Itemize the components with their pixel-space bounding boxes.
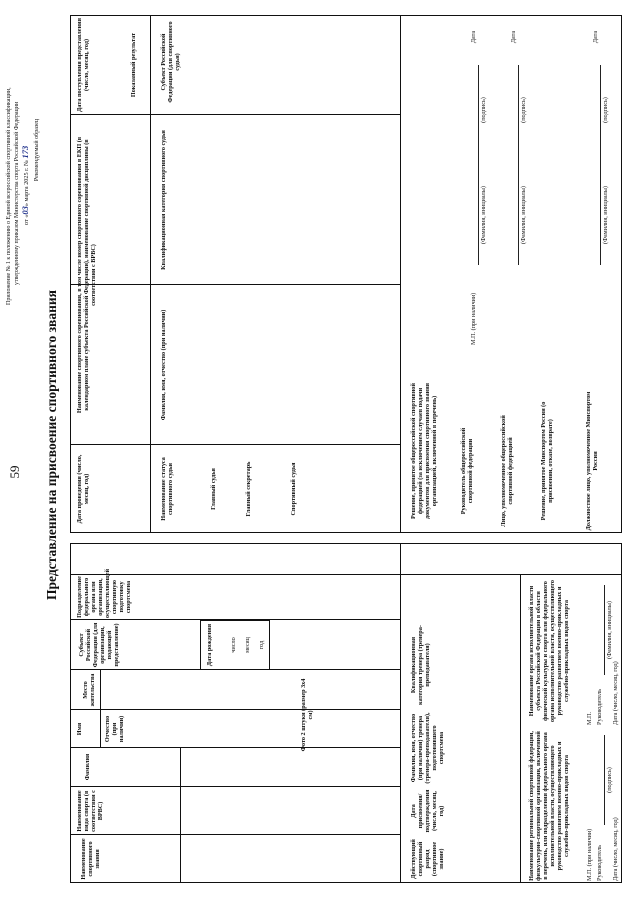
label-patronymic: Отчество (при наличии): [104, 715, 125, 743]
label-judge-fio: Фамилия, имя, отчество (при наличии): [160, 309, 167, 421]
label-year: год: [258, 640, 265, 650]
label-residence: Место жительства: [82, 673, 96, 707]
date-label-5: Дата: [592, 30, 599, 44]
header-date-prefix: от «: [23, 214, 30, 225]
header-line-4: Рекомендуемый образец: [34, 118, 40, 182]
date-full-1: Дата (число, месяц, год): [612, 817, 619, 881]
label-ministry-person: Должностное лицо, уполномоченное Минспортом России: [585, 391, 599, 531]
label-month: месяц: [244, 637, 251, 653]
label-birth: Дата рождения: [206, 623, 213, 667]
label-fed-head: Руководитель общероссийской спортивной федерации: [460, 427, 474, 515]
label-regional-fed: Наименование региональной спортивной федерации, физкультурно-спортивной организации, включенной в перечень, или подразделения федерального органа исполнительной власти, осуществляющего руководство развитием военно-прикладных и служебно-прикладных видов спорта: [528, 731, 570, 881]
label-allrussian-decision: Решение, принятое общероссийской спортивной федерацией (за исключением случаев подачи документов для присвоения спортивного звания организацией, включенной в перечень): [410, 382, 438, 520]
label-coach-category: Квалификационная категория тренера (тренера-преподавателя): [410, 625, 431, 705]
handwritten-day: 03: [20, 206, 30, 215]
signature-caption-4: (подпись): [520, 97, 527, 123]
label-current-rank: Действующий спортивный разряд (спортивное звание): [410, 839, 445, 879]
label-result: Показанный результат: [130, 32, 137, 98]
label-exec-organ: Наименование органа исполнительной власти субъекта Российской Федерации в области физической культуры и спорта или федерального органа исполнительной власти, осуществляющего руководство развитием военно-прикладных и служебно-прикладных видов спорта: [528, 580, 570, 722]
signature-caption-1: (подпись): [606, 767, 613, 793]
handwritten-order-number: 173: [20, 145, 30, 159]
label-rank-date: Дата присвоения/ подтверждения (число, месяц, год): [410, 789, 445, 833]
mp-label-2: М.П.: [586, 711, 593, 725]
label-subject: Субъект Российской Федерации (для организации, подающей представление): [78, 622, 120, 668]
label-coach-fio: Фамилия, имя, отчество (при наличии) тренера (тренера-преподавателя), подготовившего спортсмена: [410, 712, 445, 784]
judge-row-chief: Главный судья: [210, 468, 217, 510]
judge-row-secretary: Главный секретарь: [245, 461, 252, 517]
photo-placeholder: Фото 2 штуки (размер 3х4 см): [300, 678, 314, 752]
label-judge-status: Наименование статуса спортивного судьи: [160, 457, 174, 521]
label-fed-person: Лицо, уполномоченное общероссийской спортивной федерацией: [500, 415, 514, 527]
label-name: Имя: [76, 722, 83, 736]
date-label-4: Дата: [510, 30, 517, 44]
date-label-3: Дата: [470, 30, 477, 44]
label-judge-category: Квалификационная категория спортивного судьи: [160, 130, 167, 270]
fio-caption-3: (Фамилия, инициалы): [480, 186, 487, 244]
label-sport-title: Наименование спортивного звания: [80, 838, 101, 880]
page-title: Представление на присвоение спортивного звания: [44, 290, 59, 600]
label-event-date: Дата проведения (число, месяц, год): [76, 454, 90, 524]
fio-caption-2: (Фамилия, инициалы): [606, 601, 613, 659]
header-line-2: утвержденному приказом Министерства спорта Российской Федерации: [14, 101, 20, 285]
header-line-3: [20, 5, 30, 225]
label-ministry-decision: Решение, принятое Минспортом России (о присвоении, отказе, возврате): [540, 401, 554, 521]
label-org: Подразделение федерального органа или организации, осуществляющей спортивную подготовку спортсмена: [76, 568, 132, 618]
header-date-mid: » марта 2025 г. №: [23, 160, 30, 207]
mp-label-3: М.П. (при наличии): [470, 292, 477, 345]
header-line-1: Приложение № 1 к положению о Единой всероссийской спортивной классификации,: [6, 87, 12, 305]
label-judge-subject: Субъект Российской Федерации (для спортивного судьи): [160, 21, 181, 103]
fio-caption-5: (Фамилия, инициалы): [602, 186, 609, 244]
fio-caption-4: (Фамилия, инициалы): [520, 186, 527, 244]
head-label-1: Руководитель: [596, 845, 603, 881]
mp-label-1: М.П. (при наличии): [586, 828, 593, 881]
head-label-2: Руководитель: [596, 689, 603, 725]
label-sport-kind: Наименование вида спорта (в соответствии с ВРВС): [76, 790, 104, 832]
judge-row-sport: Спортивный судья: [290, 462, 297, 516]
signature-caption-3: (подпись): [480, 97, 487, 123]
label-submit-date: Дата поступления представления (число, месяц, год): [76, 18, 90, 112]
signature-caption-5: (подпись): [602, 97, 609, 123]
page-number: 59: [7, 465, 22, 479]
label-competition: Наименование спортивного соревнования, в том числе номер спортивного соревнования в ЕКП (в календарном плане субъекта Российской Федерации), наименование спортивной дисциплины (в соответствии с ВРВС): [76, 136, 97, 414]
date-full-2: Дата (число, месяц, год): [612, 661, 619, 725]
label-surname: Фамилия: [84, 753, 91, 781]
label-day: число: [230, 637, 237, 653]
